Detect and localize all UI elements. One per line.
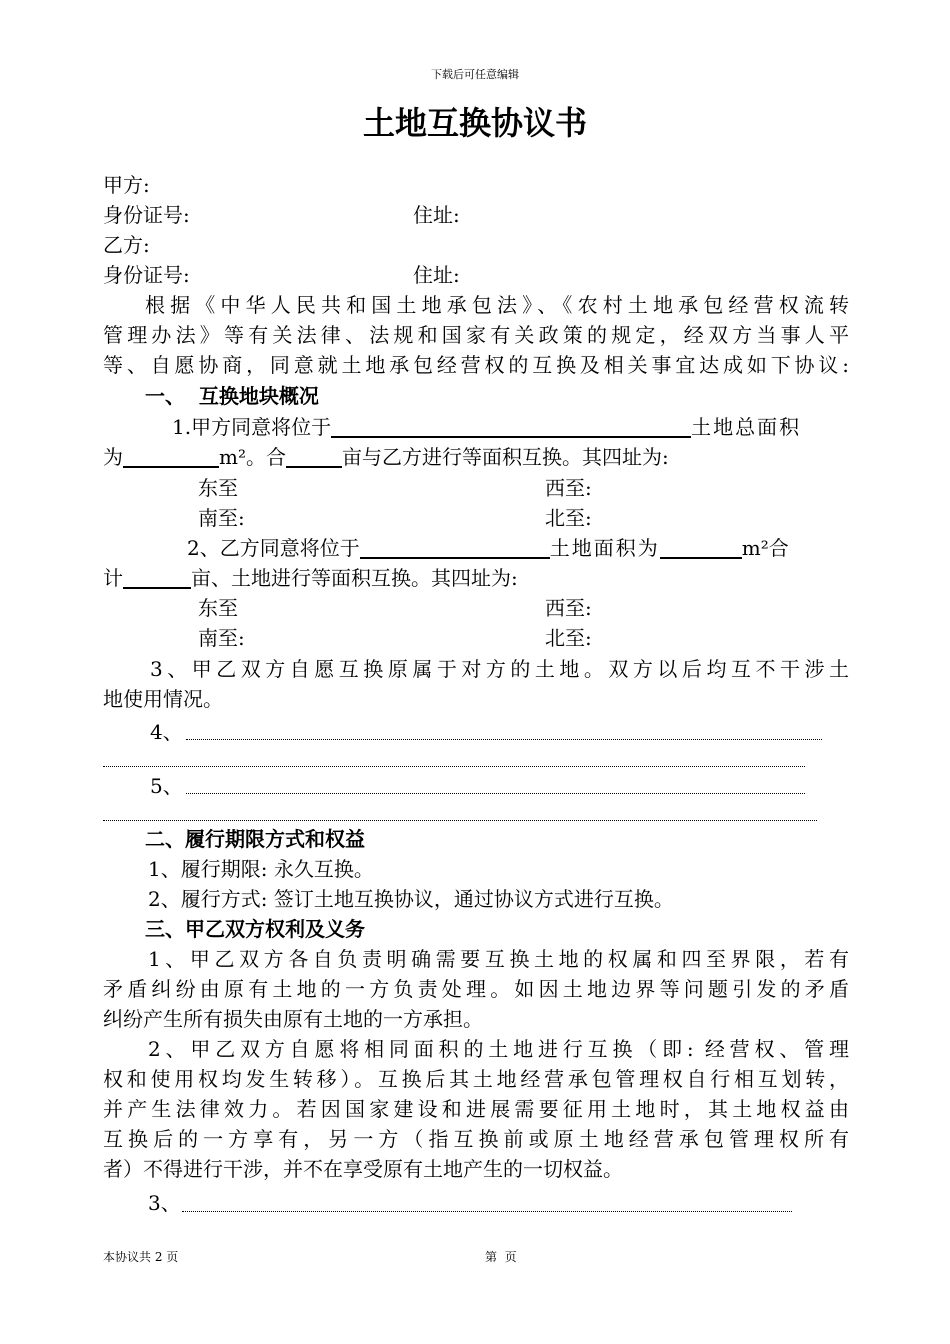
section-2-item-1: 1、履行期限: 永久互换。 [148,857,374,881]
section-2-heading: 二、履行期限方式和权益 [145,827,365,851]
section-3-item-3-fill-line[interactable] [182,1211,792,1212]
party-b-address-label: 住址: [413,263,460,287]
item-2-line-1 [187,533,789,563]
item-2-text-c: m²合 [741,536,789,560]
boundary-west-b: 西至: [545,596,592,620]
preamble-line-1: 根据《中华人民共和国土地承包法》、《农村土地承包经营权流转 [145,293,849,317]
item-1-text-b: 土地总面积 [691,415,802,439]
footer-page-count: 本协议共 2 页 [103,1250,179,1264]
party-a-address-label: 住址: [413,203,460,227]
item-5-label: 5、 [150,774,183,798]
location-blank-a[interactable] [331,414,691,438]
section-3-p2-line-5: 者）不得进行干涉，并不在享受原有土地产生的一切权益。 [103,1157,623,1181]
section-3-p2-line-1: 2、甲乙双方自愿将相同面积的土地进行互换（即: 经营权、管理 [148,1037,849,1061]
section-3-heading: 三、甲乙双方权利及义务 [145,917,365,941]
item-1-text-d: m²。合 [219,445,286,469]
section-3-p2-line-3: 并产生法律效力。若因国家建设和进展需要征用土地时，其土地权益由 [103,1097,849,1121]
footer-page-number: 第 页 [485,1250,517,1264]
boundary-east-a: 东至 [198,476,238,500]
location-blank-b[interactable] [360,535,550,559]
item-1-text-e: 亩与乙方进行等面积互换。其四址为: [341,445,669,469]
party-b-id-label: 身份证号: [103,263,190,287]
item-1-line-1 [172,412,801,442]
boundary-north-a: 北至: [545,506,592,530]
boundary-south-a: 南至: [198,506,245,530]
item-2-text-d: 计 [103,566,123,590]
section-3-p2-line-2: 权和使用权均发生转移）。互换后其土地经营承包管理权自行相互划转， [103,1067,849,1091]
item-1-text-a: 1.甲方同意将位于 [172,415,332,439]
boundary-west-a: 西至: [545,476,592,500]
item-1-line-2 [103,442,669,472]
item-5-fill-line-2[interactable] [103,820,817,821]
item-4-fill-line[interactable] [186,739,822,740]
area-sqm-blank-a[interactable] [123,444,219,468]
header-note: 下载后可任意编辑 [431,68,519,81]
section-3-p2-line-4: 互换后的一方享有，另一方（指互换前或原土地经营承包管理权所有 [103,1127,849,1151]
item-4-label: 4、 [150,720,183,744]
area-sqm-blank-b[interactable] [660,535,742,559]
item-3-line-2: 地使用情况。 [103,687,223,711]
item-2-text-b: 土地面积为 [549,536,660,560]
area-mu-blank-b[interactable] [123,565,191,589]
preamble-line-3: 等、自愿协商，同意就土地承包经营权的互换及相关事宜达成如下协议: [103,353,849,377]
boundary-east-b: 东至 [198,596,238,620]
section-2-item-2: 2、履行方式: 签订土地互换协议，通过协议方式进行互换。 [148,887,674,911]
area-mu-blank-a[interactable] [286,444,342,468]
section-1-heading: 一、 互换地块概况 [145,384,319,408]
section-3-p1-line-2: 矛盾纠纷由原有土地的一方负责处理。如因土地边界等问题引发的矛盾 [103,977,849,1001]
item-1-text-c: 为 [103,445,123,469]
party-a-label: 甲方: [103,173,150,197]
item-2-line-2 [103,563,518,593]
boundary-north-b: 北至: [545,626,592,650]
item-4-fill-line-2[interactable] [103,766,805,767]
party-b-label: 乙方: [103,233,150,257]
item-3-line-1: 3、甲乙双方自愿互换原属于对方的土地。双方以后均互不干涉土 [150,657,849,681]
item-5-fill-line[interactable] [186,793,805,794]
section-3-p1-line-1: 1、甲乙双方各自负责明确需要互换土地的权属和四至界限，若有 [148,947,849,971]
document-title: 土地互换协议书 [362,104,587,142]
party-a-id-label: 身份证号: [103,203,190,227]
boundary-south-b: 南至: [198,626,245,650]
preamble-line-2: 管理办法》等有关法律、法规和国家有关政策的规定，经双方当事人平 [103,323,849,347]
section-3-item-3-label: 3、 [148,1191,181,1215]
item-2-text-e: 亩、土地进行等面积互换。其四址为: [191,566,518,590]
section-3-p1-line-3: 纠纷产生所有损失由原有土地的一方承担。 [103,1007,483,1031]
item-2-text-a: 2、乙方同意将位于 [187,536,360,560]
